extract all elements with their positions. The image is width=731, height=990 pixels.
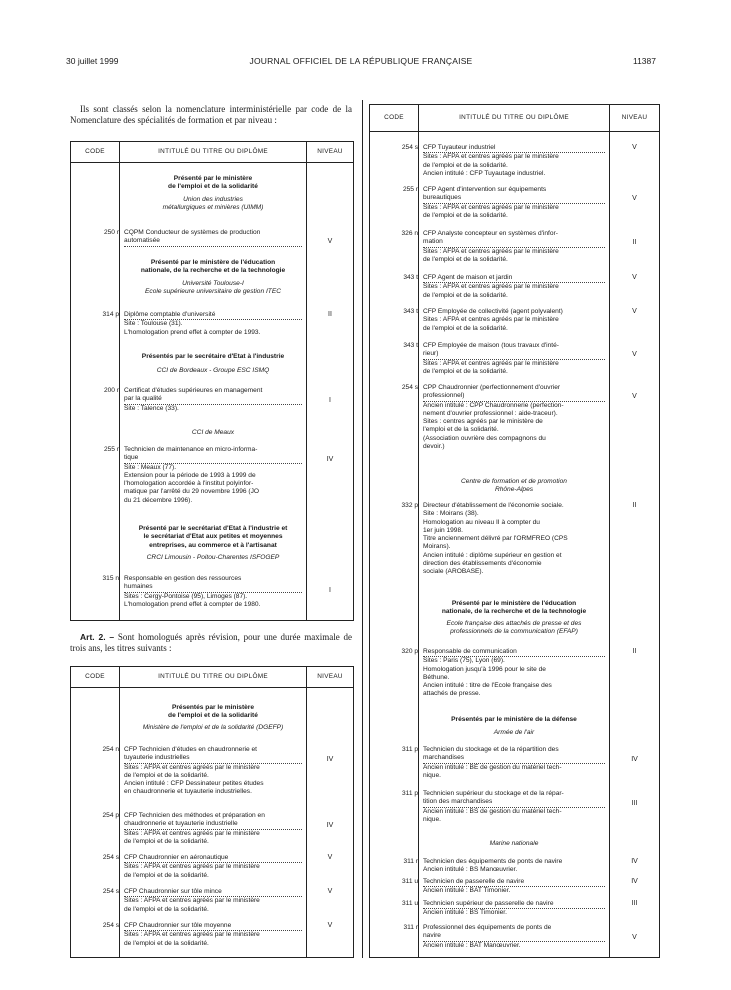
row-title-text: CPP Chaudronnier (perfectionnement d'ouvrier professionnel) Ancien intitulé : CPP Chaudronnerie (perfection- nement d'ouvrier professionnel : aide-traceur). Sites : centres agréés par le ministère de l'emploi et de la solidarité. (Association ouvrière des compagnons du devoir.) xyxy=(423,384,605,451)
column-header-title: INTITULÉ DU TITRE OU DIPLÔME xyxy=(158,148,268,155)
row-title-text: Technicien de maintenance en micro-informa- tique Site : Meaux (77). Extension pour la période de 1993 à 1999 de l'homologation accordée à l'institut polyinfor- matique par l'arrêté du 29 novembre 1996 (JO du 21 décembre 1996). xyxy=(124,446,302,505)
section-heading: Présentés par le ministère de l'emploi et de la solidarité Ministère de l'emploi et de la solidarité (DGEFP) xyxy=(142,704,284,731)
row-code: 311 p xyxy=(401,746,418,753)
row-code: 255 r xyxy=(103,446,119,453)
row-code: 332 p xyxy=(401,502,418,509)
section-heading: CCI de Meaux xyxy=(191,429,235,436)
row-level: IV xyxy=(326,456,334,463)
row-title-text: Diplôme comptable d'université Site : Toulouse (31). L'homologation prend effet à compter de 1993. xyxy=(124,311,302,337)
row-level: I xyxy=(329,587,331,594)
row-level: V xyxy=(327,238,333,245)
homologation-table-1 xyxy=(70,141,354,621)
row-level: IV xyxy=(326,756,334,763)
column-header-level: NIVEAU xyxy=(317,673,343,680)
row-level: V xyxy=(632,393,637,400)
row-code: 311 p xyxy=(401,790,418,797)
row-code: 254 s xyxy=(401,384,418,391)
row-level: IV xyxy=(631,756,638,763)
row-title-text: CFP Employée de maison (tous travaux d'inté- rieur) Sites : AFPA et centres agréés par le ministère de l'emploi et de la solidarité. xyxy=(423,342,605,376)
row-title-text: Professionnel des équipements de ponts de navire Ancien intitulé : BAT Manœuvrier. xyxy=(423,924,605,950)
section-heading: Présenté par le ministère de l'éducation nationale, de la recherche et de la technologie Université Toulouse-I Ecole supérieure universitaire de gestion ITEC xyxy=(140,259,286,295)
column-header-level: NIVEAU xyxy=(317,148,343,155)
row-title-text: Technicien de passerelle de navire Ancien intitulé : BAT Timonier. xyxy=(423,878,605,896)
row-title-text: CFP Agent de maison et jardin Sites : AFPA et centres agréés par le ministère de l'emploi et de la solidarité. xyxy=(423,274,605,300)
column-header-code: CODE xyxy=(384,114,404,121)
column-header-title: INTITULÉ DU TITRE OU DIPLÔME xyxy=(459,114,569,121)
row-code: 314 p xyxy=(102,311,119,318)
row-level: IV xyxy=(326,822,334,829)
row-title-text: CFP Chaudronnier sur tôle mince Sites : AFPA et centres agréés par le ministère de l'emploi et de la solidarité. xyxy=(124,888,302,914)
section-heading: Présentés par le ministère de la défense Armée de l'air xyxy=(451,716,577,737)
row-title-text: Technicien du stockage et de la répartition des marchandises Ancien intitulé : BE de gestion du matériel tech- nique. xyxy=(423,746,605,780)
row-code: 343 t xyxy=(403,308,418,315)
row-code: 255 r xyxy=(402,186,418,193)
row-level: V xyxy=(632,274,637,281)
row-code: 343 t xyxy=(403,342,418,349)
row-level: IV xyxy=(631,858,638,865)
column-header-level: NIVEAU xyxy=(621,114,648,121)
row-code: 311 u xyxy=(401,878,418,885)
row-level: V xyxy=(632,144,637,151)
row-code: 315 n xyxy=(102,575,119,582)
row-title-text: CFP Technicien d'études en chaudronnerie et tuyauterie industrielles Sites : AFPA et centres agréés par le ministère de l'emploi et de la solidarité. Ancien intitulé : CFP Dessinateur petites études en chaudronnerie et tuyauterie industrielles. xyxy=(124,746,302,797)
row-level: V xyxy=(327,888,333,895)
header-date: 30 juillet 1999 xyxy=(66,56,119,66)
section-heading: Présentés par le secrétaire d'Etat à l'industrie CCI de Bordeaux - Groupe ESC ISMQ xyxy=(141,353,285,375)
row-title-text: CFP Agent d'intervention sur équipements bureautiques Sites : AFPA et centres agréés par le ministère de l'emploi et de la solidarité. xyxy=(423,186,605,220)
row-title-text: CFP Tuyauteur industriel Sites : AFPA et centres agréés par le ministère de l'emploi et de la solidarité. Ancien intitulé : CFP Tuyautage industriel. xyxy=(423,144,605,178)
row-level: V xyxy=(632,195,637,202)
section-heading: Marine nationale xyxy=(489,840,539,847)
row-level: I xyxy=(329,397,331,404)
row-title-text: CQPM Conducteur de systèmes de production automatisée xyxy=(124,229,302,247)
row-level: II xyxy=(632,239,637,246)
row-title-text: Directeur d'établissement de l'économie sociale. Site : Moirans (38). Homologation au niveau II à compter du 1er juin 1998. Titre anciennement délivré par l'ORMFREO (CPS Moirans). Ancien intitulé : diplôme supérieur en gestion et direction des établissements d'économie sociale (AROBASE). xyxy=(423,502,568,576)
article-2-paragraph xyxy=(70,632,352,654)
header-title: JOURNAL OFFICIEL DE LA RÉPUBLIQUE FRANÇAISE xyxy=(249,56,473,66)
row-code: 254 s xyxy=(401,144,418,151)
row-title-text: Technicien supérieur du stockage et de la répar- tition des marchandises Ancien intitulé : BS de gestion du matériel tech- nique. xyxy=(423,790,605,824)
article-2-text: Sont homologués après révision, pour une durée maximale de trois ans, les titres suivants : xyxy=(70,632,353,653)
page-header xyxy=(66,56,656,70)
row-level: II xyxy=(632,502,637,509)
row-title-text: Technicien supérieur de passerelle de navire Ancien intitulé : BS Timonier. xyxy=(423,900,605,918)
row-level: III xyxy=(631,900,638,907)
row-code: 200 r xyxy=(103,387,119,394)
section-heading: Centre de formation et de promotion Rhône-Alpes xyxy=(461,478,567,494)
column-header-title: INTITULÉ DU TITRE OU DIPLÔME xyxy=(158,673,268,680)
row-level: IV xyxy=(631,878,638,885)
row-title-text: CFP Chaudronnier en aéronautique Sites : AFPA et centres agréés par le ministère de l'emploi et de la solidarité. xyxy=(124,854,302,880)
row-level: II xyxy=(328,311,332,318)
column-header-code: CODE xyxy=(85,148,105,155)
row-level: V xyxy=(327,922,333,929)
row-title-text: Responsable en gestion des ressources humaines Sites : Cergy-Pontoise (95), Limoges (87). L'homologation prend effet à compter de 1980. xyxy=(124,575,302,609)
row-code: 254 n xyxy=(102,746,119,753)
row-title-text: CFP Chaudronnier sur tôle moyenne Sites : AFPA et centres agréés par le ministère de l'emploi et de la solidarité. xyxy=(124,922,302,948)
row-title-text: CFP Employée de collectivité (agent polyvalent) Sites : AFPA et centres agréés par le ministère de l'emploi et de la solidarité. xyxy=(423,308,563,332)
header-page-number: 11387 xyxy=(632,56,656,66)
row-code: 250 r xyxy=(103,229,119,236)
row-title-text: Certificat d'études supérieures en management par la qualité Site : Talence (33). xyxy=(124,387,302,413)
section-heading: Présenté par le secrétariat d'Etat à l'industrie et le secrétariat d'Etat aux petites et moyennes entreprises, au commerce et à l'artisanat CRCI Limousin - Poitou-Charentes ISFOGEP xyxy=(138,525,288,561)
row-code: 254 s xyxy=(102,888,119,895)
row-code: 254 s xyxy=(102,922,119,929)
row-level: V xyxy=(632,308,637,315)
row-level: II xyxy=(632,648,637,655)
table-header xyxy=(71,142,353,163)
row-level: III xyxy=(631,800,638,807)
section-heading: Présenté par le ministère de l'éducation nationale, de la recherche et de la technologie Ecole française des attachés de presse et des professionnels de la communication (EFAP) xyxy=(441,600,587,635)
row-code: 343 t xyxy=(403,274,418,281)
row-title-text: Responsable de communication Sites : Paris (75), Lyon (69). Homologation jusqu'à 1996 pour le site de Béthune. Ancien intitulé : titre de l'Ecole française des attachés de presse. xyxy=(423,648,605,699)
row-code: 320 p xyxy=(401,648,418,655)
row-code: 326 n xyxy=(401,230,418,237)
row-title-text: CFP Analyste concepteur en systèmes d'infor- mation Sites : AFPA et centres agréés par le ministère de l'emploi et de la solidarité. xyxy=(423,230,605,264)
row-code: 254 p xyxy=(102,812,119,819)
row-title-text: Technicien des équipements de ponts de navire Ancien intitulé : BS Manœuvrier. xyxy=(423,858,563,874)
row-level: V xyxy=(632,934,637,941)
row-code: 311 r xyxy=(403,924,418,931)
table-header xyxy=(370,105,659,132)
section-heading: Présenté par le ministère de l'emploi et de la solidarité Union des industries métallurgiques et minières (UIMM) xyxy=(162,175,264,211)
table-header xyxy=(71,667,353,688)
row-title-text: CFP Technicien des méthodes et préparation en chaudronnerie et tuyauterie industrielle Sites : AFPA et centres agréés par le ministère de l'emploi et de la solidarité. xyxy=(124,812,302,846)
homologation-table-2 xyxy=(70,666,354,958)
row-code: 311 u xyxy=(401,900,418,907)
intro-paragraph: Ils sont classés selon la nomenclature interministérielle par code de la Nomenclature des spécialités de formation et par niveau : xyxy=(70,104,352,125)
article-2-label: Art. 2. – xyxy=(80,632,115,642)
homologation-table-3 xyxy=(369,104,660,958)
column-divider xyxy=(362,100,363,958)
row-level: V xyxy=(327,854,333,861)
row-code: 311 r xyxy=(403,858,418,865)
row-code: 254 s xyxy=(102,854,119,861)
row-level: V xyxy=(632,351,637,358)
column-header-code: CODE xyxy=(85,673,105,680)
